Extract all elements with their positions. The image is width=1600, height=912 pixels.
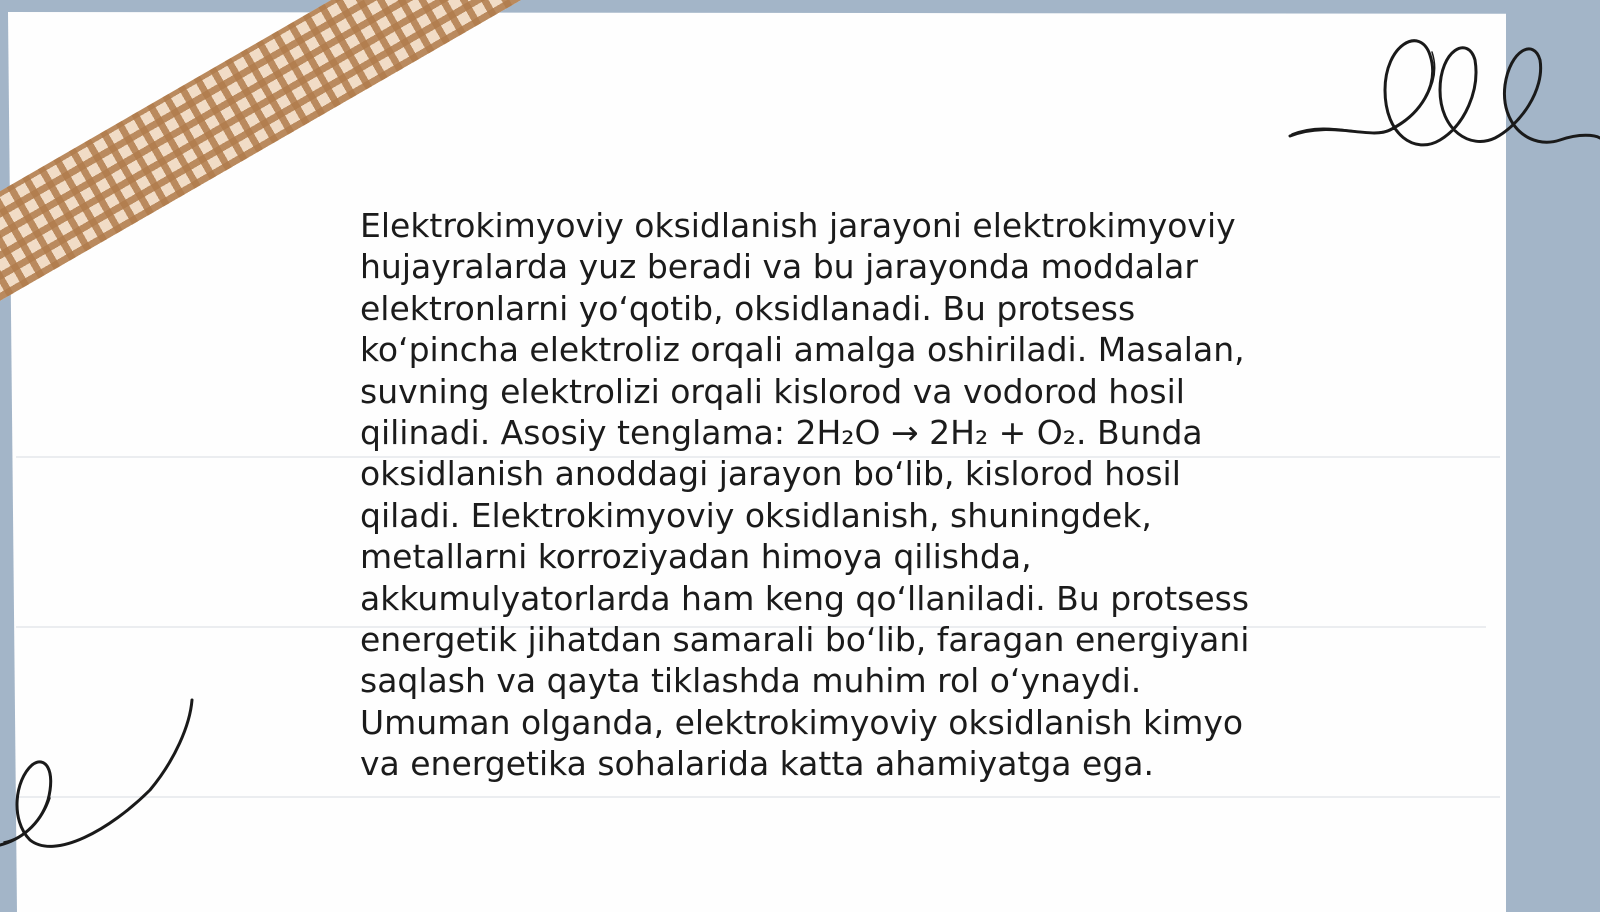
loop-scribble-top-right	[1290, 30, 1600, 160]
loop-scribble-bottom-left	[0, 700, 200, 850]
body-text-paragraph: Elektrokimyoviy oksidlanish jarayoni elektrokimyoviy hujayralarda yuz beradi va bu jarayonda moddalar elektronlarni yo‘qotib, oksidlanadi. Bu protsess ko‘pincha elektroliz orqali amalga oshiriladi. Masalan, suvning elektrolizi orqali kislorod va vodorod hosil qilinadi. Asosiy tenglama: 2H₂O → 2H₂ + O₂. Bunda oksidlanish anoddagi jarayon bo‘lib, kislorod hosil qiladi. Elektrokimyoviy oksidlanish, shuningdek, metallarni korroziyadan himoya qilishda, akkumulyatorlarda ham keng qo‘llaniladi. Bu protsess energetik jihatdan samarali bo‘lib, faragan energiyani saqlash va qayta tiklashda muhim rol o‘ynaydi. Umuman olganda, elektrokimyoviy oksidlanish kimyo va energetika sohalarida katta ahamiyatga ega.	[360, 206, 1250, 784]
paper-rule-line	[16, 796, 1500, 798]
